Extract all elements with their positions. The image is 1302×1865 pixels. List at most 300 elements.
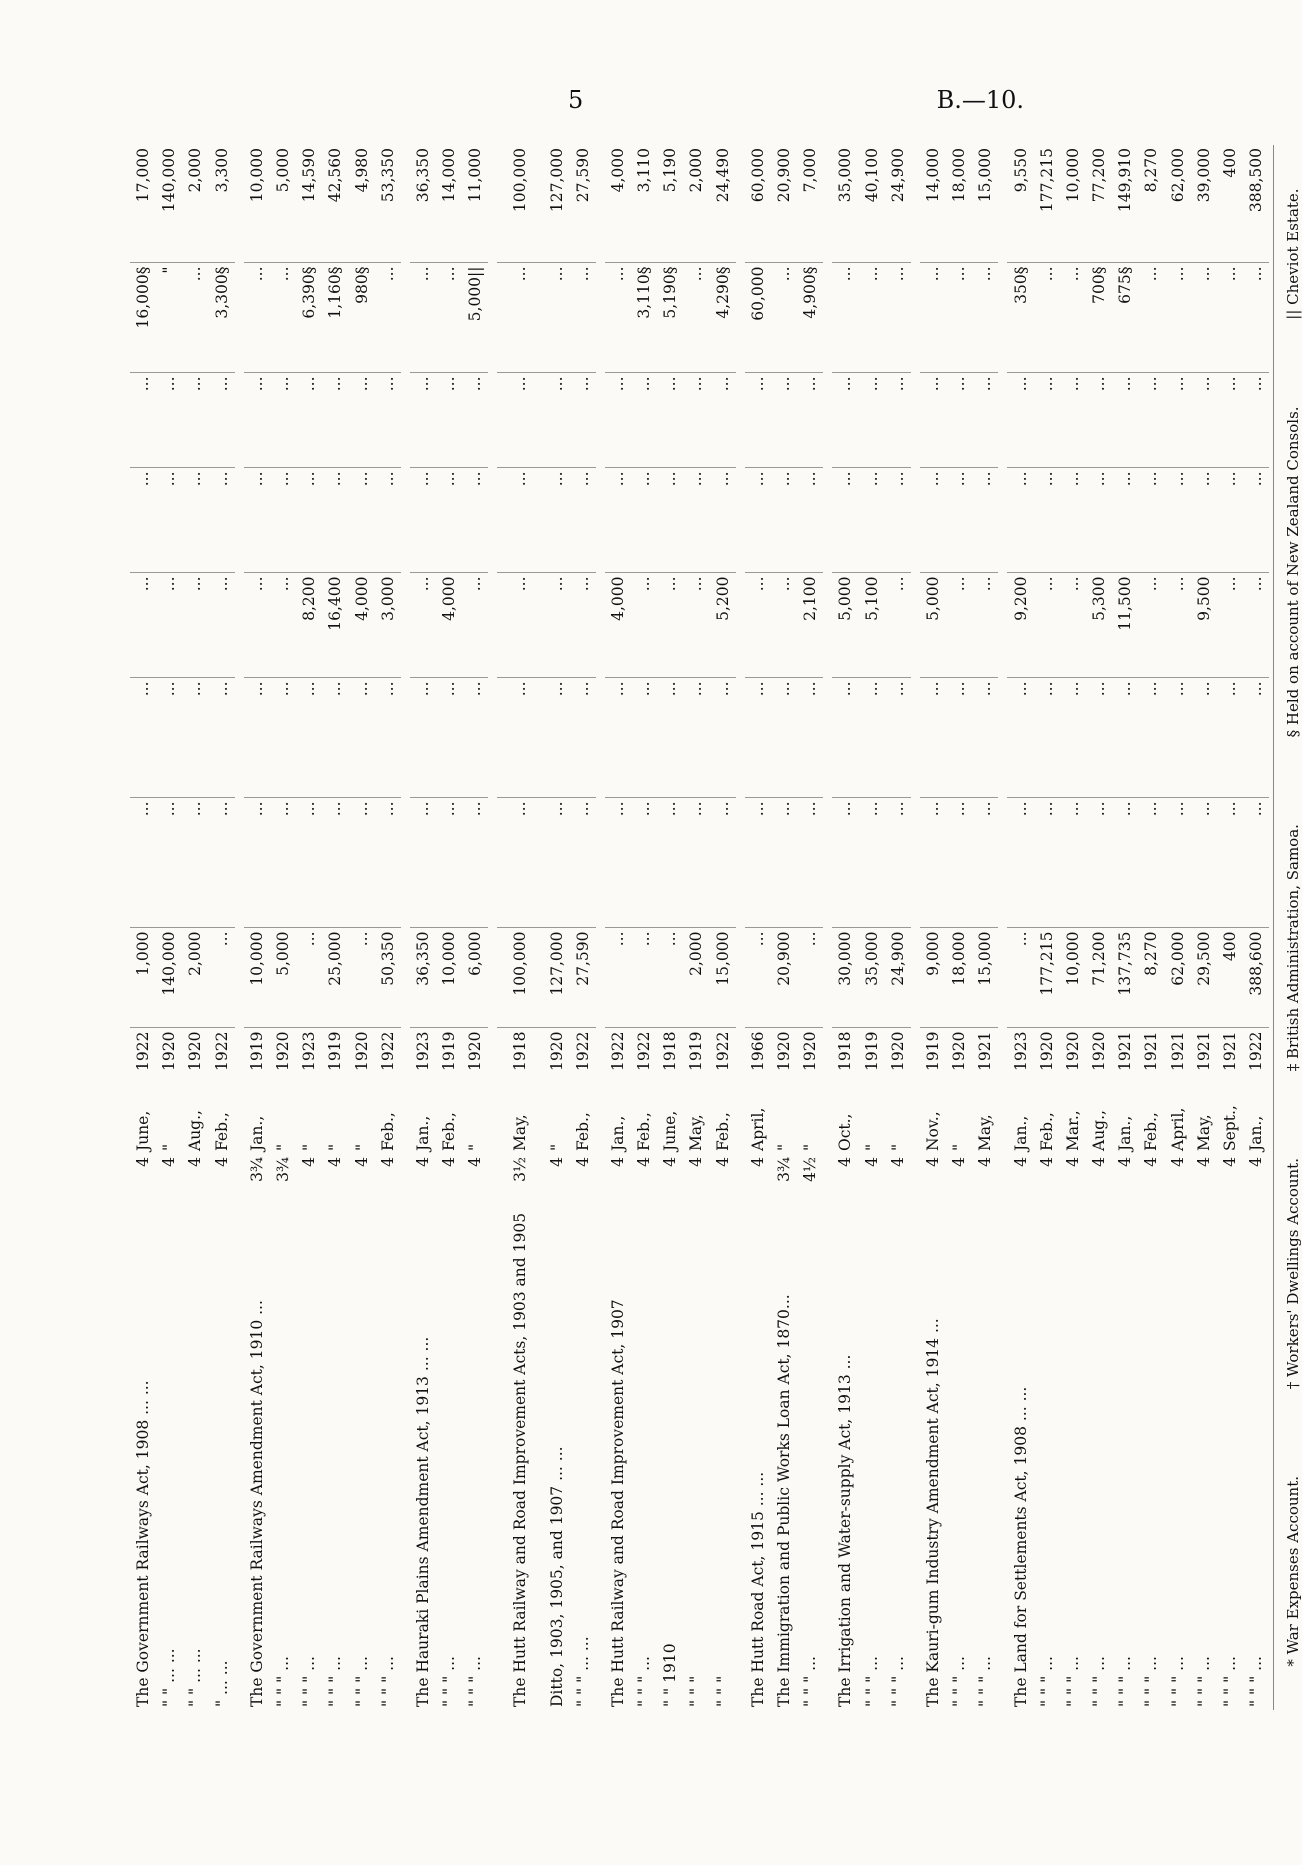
act-cell: The Land for Settlements Act, 1908 ... ...: [1011, 1386, 1030, 1707]
rate-cell: 4: [661, 1157, 680, 1167]
amount-cell: ...: [885, 468, 911, 573]
document-code: B.—10.: [936, 86, 1024, 114]
amount-cell: ...: [1007, 678, 1033, 798]
amount-cell: ...: [972, 373, 998, 468]
table-row: [859, 145, 885, 1710]
amount-cell: 4,900§: [797, 263, 823, 373]
month-cell: Feb.,: [635, 1112, 654, 1151]
amount-cell: 4,980: [349, 145, 375, 263]
amount-cell: ...: [130, 798, 156, 928]
amount-cell: ...: [156, 573, 182, 678]
month-cell: May,: [1194, 1114, 1213, 1151]
amount-cell: 27,590: [570, 145, 596, 263]
month-cell: Jan.,: [247, 1115, 266, 1151]
act-cell: " " " ...: [352, 1656, 371, 1707]
year-cell: 1922: [378, 1031, 397, 1071]
amount-cell: ...: [1165, 573, 1191, 678]
amount-cell: 39,000: [1191, 145, 1217, 263]
month-cell: Nov.,: [923, 1111, 942, 1151]
amount-cell: 400: [1217, 145, 1243, 263]
amount-cell: ...: [244, 468, 270, 573]
amount-cell: ...: [1191, 678, 1217, 798]
amount-cell: ...: [1034, 373, 1060, 468]
amount-cell: ...: [182, 468, 208, 573]
year-cell: 1920: [186, 1031, 205, 1071]
month-cell: Jan.,: [1011, 1115, 1030, 1151]
amount-cell: 3,300§: [209, 263, 235, 373]
amount-cell: ...: [296, 678, 322, 798]
amount-cell: 16,400: [322, 573, 348, 678]
table-row: [209, 145, 235, 1710]
year-cell: 1919: [687, 1031, 706, 1071]
amount-cell: ...: [972, 263, 998, 373]
rate-cell: 4: [1247, 1157, 1266, 1167]
table-row: [375, 145, 401, 1710]
amount-cell: ...: [1034, 798, 1060, 928]
rate-cell: 4: [378, 1157, 397, 1167]
amount-cell: ...: [1112, 373, 1138, 468]
year-cell: 1920: [274, 1031, 293, 1071]
amount-cell: ...: [1060, 798, 1086, 928]
year-cell: 1920: [160, 1031, 179, 1071]
amount-cell: 62,000: [1165, 145, 1191, 263]
amount-cell: ...: [375, 678, 401, 798]
amount-cell: 50,350: [375, 928, 401, 1028]
table-row: [156, 145, 182, 1710]
amount-cell: ...: [797, 678, 823, 798]
year-cell: 1920: [1063, 1031, 1082, 1071]
rate-cell: 4: [1011, 1157, 1030, 1167]
amount-cell: ...: [885, 373, 911, 468]
act-cell: " " " ...: [1221, 1656, 1240, 1707]
amount-cell: ...: [462, 373, 488, 468]
amount-cell: ...: [1086, 373, 1112, 468]
amount-cell: ...: [972, 468, 998, 573]
month-cell: Feb.,: [1142, 1112, 1161, 1151]
year-cell: 1919: [923, 1031, 942, 1071]
amount-cell: ...: [631, 573, 657, 678]
amount-cell: ...: [745, 373, 771, 468]
amount-cell: 77,200: [1086, 145, 1112, 263]
amount-cell: ...: [605, 468, 631, 573]
amount-cell: 980§: [349, 263, 375, 373]
amount-cell: ...: [436, 678, 462, 798]
amount-cell: 9,200: [1007, 573, 1033, 678]
amount-cell: 177,215: [1034, 928, 1060, 1028]
rate-cell: 4: [713, 1157, 732, 1167]
year-cell: 1920: [801, 1031, 820, 1071]
amount-cell: ...: [543, 678, 569, 798]
month-cell: May,: [976, 1114, 995, 1151]
amount-cell: ...: [1191, 468, 1217, 573]
act-cell: " " " ...: [1247, 1656, 1266, 1707]
amount-cell: ...: [270, 678, 296, 798]
month-cell: Mar.,: [1063, 1110, 1082, 1151]
amount-cell: 11,500: [1112, 573, 1138, 678]
amount-cell: ...: [1086, 678, 1112, 798]
amount-cell: ...: [1138, 263, 1164, 373]
amount-cell: 10,000: [1060, 145, 1086, 263]
act-cell: " " " ...: [862, 1656, 881, 1707]
year-cell: 1919: [247, 1031, 266, 1071]
amount-cell: ...: [436, 263, 462, 373]
rate-cell: 4: [862, 1157, 881, 1167]
amount-cell: ...: [745, 468, 771, 573]
amount-cell: ...: [270, 573, 296, 678]
amount-cell: 8,200: [296, 573, 322, 678]
year-cell: 1921: [1194, 1031, 1213, 1071]
year-cell: 1921: [1221, 1031, 1240, 1071]
amount-cell: 71,200: [1086, 928, 1112, 1028]
amount-cell: ...: [972, 573, 998, 678]
year-cell: 1922: [212, 1031, 231, 1071]
amount-cell: 100,000: [497, 145, 543, 263]
month-cell: Jan.,: [1116, 1115, 1135, 1151]
amount-cell: ...: [657, 573, 683, 678]
amount-cell: 18,000: [946, 145, 972, 263]
year-cell: 1922: [1247, 1031, 1266, 1071]
rate-cell: 4: [687, 1157, 706, 1167]
act-cell: The Hauraki Plains Amendment Act, 1913 ... ...: [413, 1336, 432, 1707]
act-cell: " " ... ...: [186, 1648, 205, 1707]
month-cell: ": [801, 1143, 820, 1151]
row-spacer: [736, 145, 745, 1710]
rate-cell: 3¾: [274, 1157, 293, 1182]
amount-cell: ...: [1243, 373, 1269, 468]
amount-cell: ...: [543, 263, 569, 373]
amount-cell: ...: [1217, 373, 1243, 468]
act-cell: " " " ...: [1037, 1656, 1056, 1707]
amount-cell: 100,000: [497, 928, 543, 1028]
month-cell: Feb.,: [212, 1112, 231, 1151]
amount-cell: ...: [497, 373, 543, 468]
amount-cell: ...: [156, 373, 182, 468]
amount-cell: ...: [543, 468, 569, 573]
table-row: [972, 145, 998, 1710]
amount-cell: ...: [130, 468, 156, 573]
amount-cell: ...: [543, 373, 569, 468]
amount-cell: ...: [436, 373, 462, 468]
amount-cell: ...: [683, 573, 709, 678]
amount-cell: ...: [1165, 263, 1191, 373]
amount-cell: ...: [182, 373, 208, 468]
amount-cell: 10,000: [436, 928, 462, 1028]
amount-cell: 2,100: [797, 573, 823, 678]
amount-cell: ...: [296, 468, 322, 573]
act-cell: Ditto, 1903, 1905, and 1907 ... ...: [547, 1446, 566, 1707]
amount-cell: ...: [832, 798, 858, 928]
table-row: [683, 145, 709, 1710]
amount-cell: 20,900: [771, 928, 797, 1028]
amount-cell: ...: [946, 573, 972, 678]
footnote: § Held on account of New Zealand Consols.: [1284, 406, 1302, 738]
loan-table: [130, 145, 1269, 1710]
footnote: * War Expenses Account.: [1284, 1476, 1302, 1667]
amount-cell: ...: [349, 928, 375, 1028]
amount-cell: 24,900: [885, 928, 911, 1028]
amount-cell: ...: [771, 678, 797, 798]
amount-cell: 10,000: [244, 928, 270, 1028]
amount-cell: ...: [631, 468, 657, 573]
rate-cell: 4: [413, 1157, 432, 1167]
amount-cell: ...: [1034, 678, 1060, 798]
act-cell: " " 1910: [661, 1643, 680, 1707]
amount-cell: 11,000: [462, 145, 488, 263]
year-cell: 1920: [1090, 1031, 1109, 1071]
act-cell: " " " ...: [440, 1656, 459, 1707]
month-cell: May,: [511, 1114, 530, 1151]
amount-cell: ...: [797, 928, 823, 1028]
act-cell: The Government Railways Act, 1908 ... ...: [134, 1380, 153, 1707]
amount-cell: 53,350: [375, 145, 401, 263]
amount-cell: 2,000: [182, 145, 208, 263]
amount-cell: ...: [1243, 468, 1269, 573]
act-cell: The Hutt Railway and Road Improvement Acts, 1903 and 1905: [511, 1212, 530, 1707]
amount-cell: ...: [244, 798, 270, 928]
amount-cell: ...: [156, 678, 182, 798]
amount-cell: 24,900: [885, 145, 911, 263]
amount-cell: ...: [296, 928, 322, 1028]
year-cell: 1918: [511, 1031, 530, 1071]
amount-cell: ...: [631, 928, 657, 1028]
amount-cell: ...: [683, 678, 709, 798]
amount-cell: ...: [410, 678, 436, 798]
amount-cell: ...: [745, 678, 771, 798]
act-cell: The Hutt Railway and Road Improvement Act, 1907: [608, 1299, 627, 1707]
amount-cell: 40,100: [859, 145, 885, 263]
amount-cell: ...: [832, 263, 858, 373]
amount-cell: ...: [605, 373, 631, 468]
rate-cell: 3½: [511, 1157, 530, 1182]
amount-cell: 5,000||: [462, 263, 488, 373]
amount-cell: ...: [710, 678, 736, 798]
amount-cell: ...: [349, 678, 375, 798]
table-row: [605, 145, 631, 1710]
act-cell: " " " ...: [635, 1656, 654, 1707]
table-row: [631, 145, 657, 1710]
amount-cell: 149,910: [1112, 145, 1138, 263]
amount-cell: ...: [1007, 928, 1033, 1028]
rate-cell: 4: [352, 1157, 371, 1167]
amount-cell: 29,500: [1191, 928, 1217, 1028]
amount-cell: 2,000: [683, 145, 709, 263]
year-cell: 1920: [1037, 1031, 1056, 1071]
act-cell: " " " ...: [950, 1656, 969, 1707]
amount-cell: ...: [130, 573, 156, 678]
amount-cell: 177,215: [1034, 145, 1060, 263]
table-row: [543, 145, 569, 1710]
amount-cell: 25,000: [322, 928, 348, 1028]
month-cell: Jan.,: [413, 1115, 432, 1151]
amount-cell: ...: [972, 678, 998, 798]
amount-cell: ...: [244, 678, 270, 798]
row-spacer: [401, 145, 410, 1710]
amount-cell: ...: [946, 263, 972, 373]
amount-cell: ...: [410, 573, 436, 678]
amount-cell: ...: [631, 678, 657, 798]
table-row: [570, 145, 596, 1710]
amount-cell: 60,000: [745, 145, 771, 263]
month-cell: ": [862, 1143, 881, 1151]
month-cell: Feb.,: [378, 1112, 397, 1151]
amount-cell: ...: [1112, 798, 1138, 928]
amount-cell: ...: [570, 263, 596, 373]
rate-cell: 4: [326, 1157, 345, 1167]
act-cell: " " " ...: [378, 1656, 397, 1707]
amount-cell: ...: [570, 468, 596, 573]
rate-cell: 4: [1116, 1157, 1135, 1167]
amount-cell: ...: [375, 263, 401, 373]
amount-cell: ...: [885, 678, 911, 798]
rate-cell: 4: [888, 1157, 907, 1167]
year-cell: 1923: [1011, 1031, 1030, 1071]
table-row: [462, 145, 488, 1710]
year-cell: 1920: [466, 1031, 485, 1071]
amount-cell: ...: [771, 468, 797, 573]
amount-cell: 3,000: [375, 573, 401, 678]
amount-cell: ...: [946, 373, 972, 468]
year-cell: 1921: [1116, 1031, 1135, 1071]
row-spacer: [488, 145, 497, 1710]
month-cell: ": [466, 1143, 485, 1151]
amount-cell: ...: [1217, 468, 1243, 573]
amount-cell: ...: [209, 928, 235, 1028]
amount-cell: 700§: [1086, 263, 1112, 373]
table-row: [745, 145, 771, 1710]
amount-cell: 8,270: [1138, 145, 1164, 263]
month-cell: ": [950, 1143, 969, 1151]
month-cell: Jan.,: [1247, 1115, 1266, 1151]
year-cell: 1920: [352, 1031, 371, 1071]
amount-cell: ...: [710, 798, 736, 928]
table-row: [1034, 145, 1060, 1710]
amount-cell: 140,000: [156, 928, 182, 1028]
year-cell: 1923: [413, 1031, 432, 1071]
amount-cell: 15,000: [710, 928, 736, 1028]
act-cell: " " " ...: [466, 1656, 485, 1707]
amount-cell: ...: [570, 798, 596, 928]
amount-cell: 36,350: [410, 145, 436, 263]
amount-cell: ...: [1007, 373, 1033, 468]
amount-cell: ...: [1243, 678, 1269, 798]
amount-cell: ...: [1060, 678, 1086, 798]
year-cell: 1922: [573, 1031, 592, 1071]
act-cell: " " " ...: [1168, 1656, 1187, 1707]
amount-cell: ...: [683, 373, 709, 468]
amount-cell: ...: [1191, 373, 1217, 468]
amount-cell: ...: [436, 468, 462, 573]
amount-cell: 35,000: [859, 928, 885, 1028]
amount-cell: ...: [130, 678, 156, 798]
amount-cell: ...: [1217, 678, 1243, 798]
amount-cell: ...: [375, 798, 401, 928]
table-row: [270, 145, 296, 1710]
year-cell: 1922: [635, 1031, 654, 1071]
amount-cell: 27,590: [570, 928, 596, 1028]
table-row: [322, 145, 348, 1710]
amount-cell: ...: [946, 678, 972, 798]
act-cell: The Hutt Road Act, 1915 ... ...: [748, 1471, 767, 1707]
amount-cell: ...: [946, 798, 972, 928]
act-cell: " " " ...: [1142, 1656, 1161, 1707]
amount-cell: 62,000: [1165, 928, 1191, 1028]
rate-cell: 4: [923, 1157, 942, 1167]
amount-cell: ...: [745, 928, 771, 1028]
amount-cell: ...: [209, 798, 235, 928]
row-spacer: [911, 145, 920, 1710]
amount-cell: 388,600: [1243, 928, 1269, 1028]
table-row: [1217, 145, 1243, 1710]
amount-cell: 7,000: [797, 145, 823, 263]
amount-cell: ...: [797, 468, 823, 573]
amount-cell: ...: [1060, 263, 1086, 373]
amount-cell: ...: [631, 373, 657, 468]
amount-cell: ...: [209, 468, 235, 573]
amount-cell: ...: [349, 468, 375, 573]
month-cell: ": [326, 1143, 345, 1151]
amount-cell: ...: [322, 798, 348, 928]
amount-cell: ...: [296, 798, 322, 928]
year-cell: 1923: [300, 1031, 319, 1071]
amount-cell: ...: [1034, 263, 1060, 373]
amount-cell: ...: [683, 263, 709, 373]
amount-cell: ...: [1060, 373, 1086, 468]
amount-cell: ...: [1007, 468, 1033, 573]
amount-cell: ...: [462, 573, 488, 678]
rate-cell: 4: [160, 1157, 179, 1167]
rate-cell: 4: [976, 1157, 995, 1167]
amount-cell: ...: [322, 468, 348, 573]
table-row: [885, 145, 911, 1710]
month-cell: June,: [134, 1110, 153, 1151]
amount-cell: 1,000: [130, 928, 156, 1028]
table-row: [946, 145, 972, 1710]
act-cell: " " " ...: [801, 1656, 820, 1707]
year-cell: 1920: [775, 1031, 794, 1071]
month-cell: May,: [687, 1114, 706, 1151]
amount-cell: 2,000: [683, 928, 709, 1028]
amount-cell: ...: [657, 468, 683, 573]
year-cell: 1920: [888, 1031, 907, 1071]
amount-cell: 4,290§: [710, 263, 736, 373]
table-row: [832, 145, 858, 1710]
amount-cell: ...: [244, 573, 270, 678]
act-cell: " " ": [687, 1675, 706, 1707]
year-cell: 1922: [134, 1031, 153, 1071]
rotated-table-panel: [130, 145, 1302, 1710]
amount-cell: 350§: [1007, 263, 1033, 373]
amount-cell: 4,000: [436, 573, 462, 678]
amount-cell: ...: [1138, 373, 1164, 468]
amount-cell: ...: [1138, 678, 1164, 798]
amount-cell: ...: [859, 263, 885, 373]
table-row: [920, 145, 946, 1710]
amount-cell: 42,560: [322, 145, 348, 263]
amount-cell: ...: [657, 678, 683, 798]
amount-cell: ...: [462, 678, 488, 798]
amount-cell: ...: [462, 798, 488, 928]
amount-cell: 5,100: [859, 573, 885, 678]
amount-cell: ...: [410, 468, 436, 573]
page-number: 5: [568, 86, 584, 114]
amount-cell: ...: [543, 798, 569, 928]
table-row: [1138, 145, 1164, 1710]
amount-cell: ...: [244, 373, 270, 468]
amount-cell: ...: [1191, 263, 1217, 373]
table-row: [244, 145, 270, 1710]
amount-cell: ...: [209, 373, 235, 468]
month-cell: ": [547, 1143, 566, 1151]
